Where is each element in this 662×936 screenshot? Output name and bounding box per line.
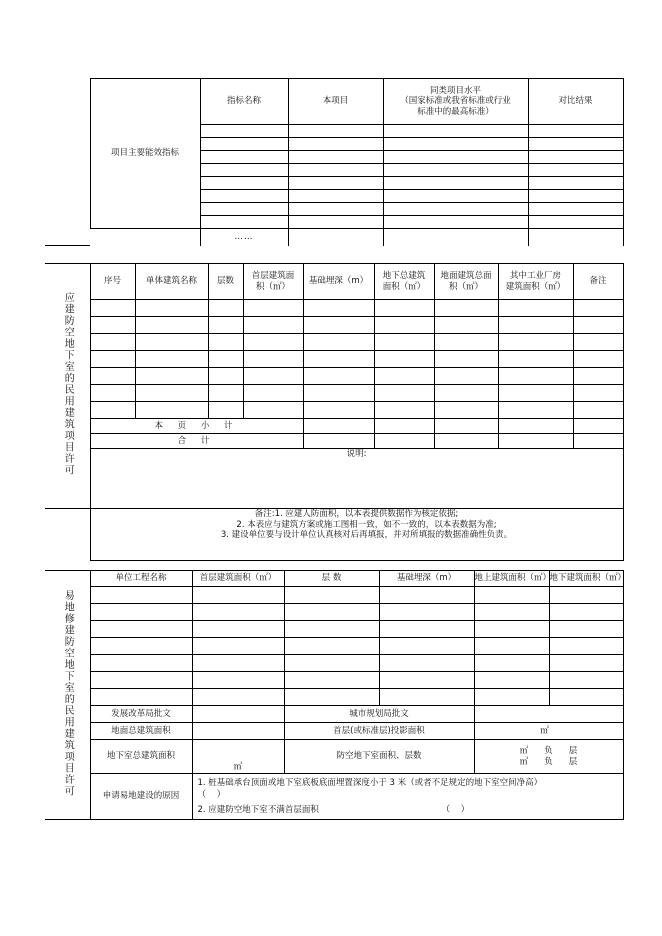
header-ground-floor-area: 首层建筑面积（㎡） xyxy=(192,571,284,587)
cell-remarks[interactable] xyxy=(573,402,623,419)
cell-ground-floor-area[interactable] xyxy=(243,402,303,419)
cell-seq[interactable] xyxy=(90,334,135,351)
cell-underground-total-subtotal[interactable] xyxy=(374,419,434,434)
cell-unit-project-name[interactable] xyxy=(90,638,192,655)
cell-seq[interactable] xyxy=(90,317,135,334)
cell-peer-level[interactable] xyxy=(383,125,528,138)
cell-floors[interactable] xyxy=(284,689,379,706)
cell-compare-result[interactable] xyxy=(528,229,623,246)
cell-surface-total-total[interactable] xyxy=(434,434,498,449)
header-underground-total-area xyxy=(374,264,434,300)
cell-floors[interactable] xyxy=(284,621,379,638)
cell-surface-total-area[interactable] xyxy=(434,368,498,385)
cell-indicator-name[interactable] xyxy=(200,164,288,177)
table-row xyxy=(45,351,623,368)
cell-foundation-depth-subtotal[interactable] xyxy=(303,419,374,434)
cell-ground-floor-area[interactable] xyxy=(192,672,284,689)
explanation-label: 说明: xyxy=(346,449,367,459)
cell-surface-total-area[interactable] xyxy=(434,402,498,419)
cell-floors[interactable] xyxy=(284,672,379,689)
ellipsis-cell: …… xyxy=(200,229,288,246)
cell-indicator-name[interactable] xyxy=(200,151,288,164)
cell-underground-total-area[interactable] xyxy=(374,317,434,334)
cell-unit-project-name[interactable] xyxy=(90,621,192,638)
label-relocation-reason: 申请易地建设的原因 xyxy=(90,774,192,820)
cell-foundation-depth[interactable] xyxy=(303,351,374,368)
section3-side-label-cell xyxy=(45,571,90,820)
table-row-header xyxy=(45,571,623,587)
cell-compare-result[interactable] xyxy=(528,203,623,216)
table-row-header xyxy=(45,79,623,125)
header-peer-level xyxy=(383,79,528,125)
header-foundation-depth: 基础埋深（m） xyxy=(379,571,474,587)
header-seq: 序号 xyxy=(90,264,135,300)
cell-unit-project-name[interactable] xyxy=(90,587,192,604)
cell-underground-total-total[interactable] xyxy=(374,434,434,449)
section1-bottom-left-filler xyxy=(90,229,200,246)
label-urban-planning-approval: 城市规划局批文 xyxy=(284,706,474,723)
basement-unit-label: ㎡ xyxy=(233,762,243,773)
unit-sq-1: ㎡ xyxy=(519,745,529,756)
cell-industrial-plant-area[interactable] xyxy=(498,385,573,402)
cell-above-ground-area[interactable] xyxy=(474,587,549,604)
cell-unit-project-name[interactable] xyxy=(90,604,192,621)
table-row xyxy=(45,334,623,351)
cell-peer-level[interactable] xyxy=(383,190,528,203)
table-row xyxy=(45,672,623,689)
section-relocated-air-defense-permit-table xyxy=(45,570,627,820)
cell-above-ground-area[interactable] xyxy=(474,689,549,706)
cell-ground-floor-area[interactable] xyxy=(243,368,303,385)
header-foundation-depth: 基础埋深（m） xyxy=(303,264,374,300)
cell-building-name[interactable] xyxy=(135,402,208,419)
cell-floors[interactable] xyxy=(208,402,243,419)
cell-dev-reform-approval-value[interactable] xyxy=(192,706,284,723)
cell-ground-floor-area[interactable] xyxy=(243,317,303,334)
cell-above-ground-area[interactable] xyxy=(474,672,549,689)
table-row xyxy=(45,317,623,334)
air-defense-line-2 xyxy=(475,757,623,768)
cell-industrial-plant-area[interactable] xyxy=(498,368,573,385)
cell-industrial-plant-area[interactable] xyxy=(498,402,573,419)
header-industrial-plant-line2: 建筑面积（㎡） xyxy=(505,281,566,292)
cell-compare-result[interactable] xyxy=(528,177,623,190)
cell-seq[interactable] xyxy=(90,385,135,402)
cell-remarks[interactable] xyxy=(573,351,623,368)
header-peer-level-line3: 标准中的最高标准） xyxy=(417,106,494,117)
cell-peer-level[interactable] xyxy=(383,151,528,164)
cell-floors[interactable] xyxy=(208,368,243,385)
section2-remarks-side-filler xyxy=(45,509,90,561)
cell-surface-total-area[interactable] xyxy=(434,385,498,402)
section-air-defense-permit-table xyxy=(45,263,624,561)
cell-building-name[interactable] xyxy=(135,300,208,317)
section3-side-label: 易地修建防空地下室的民用建筑项目许可 xyxy=(62,589,74,797)
cell-ground-floor-area[interactable] xyxy=(192,587,284,604)
cell-ground-floor-area[interactable] xyxy=(192,655,284,672)
header-unit-project-name: 单位工程名称 xyxy=(90,571,192,587)
cell-remarks-subtotal[interactable] xyxy=(573,419,623,434)
cell-seq[interactable] xyxy=(90,300,135,317)
cell-floors[interactable] xyxy=(284,587,379,604)
cell-foundation-depth[interactable] xyxy=(303,334,374,351)
cell-peer-level[interactable] xyxy=(383,164,528,177)
label-basement-total-area: 地下室总建筑面积 xyxy=(90,740,192,774)
remarks-item-2: 2. 本表应与建筑方案或施工图相一致，如不一致的，以本表数据为准; xyxy=(236,519,497,530)
table-row-header xyxy=(45,264,623,300)
table-row-dev-reform-approval xyxy=(45,706,623,723)
cell-above-ground-area[interactable] xyxy=(474,621,549,638)
header-building-name: 单体建筑名称 xyxy=(135,264,208,300)
cell-underground-total-area[interactable] xyxy=(374,402,434,419)
cell-unit-project-name[interactable] xyxy=(90,689,192,706)
header-floors: 层 数 xyxy=(284,571,379,587)
cell-first-floor-projection-value[interactable] xyxy=(474,723,623,740)
cell-building-name[interactable] xyxy=(135,334,208,351)
cell-underground-area[interactable] xyxy=(549,621,623,638)
cell-underground-area[interactable] xyxy=(549,587,623,604)
cell-foundation-depth[interactable] xyxy=(379,587,474,604)
cell-this-project[interactable] xyxy=(288,151,383,164)
cell-underground-area[interactable] xyxy=(549,689,623,706)
cell-above-ground-area[interactable] xyxy=(474,655,549,672)
cell-ground-floor-area[interactable] xyxy=(243,334,303,351)
cell-industrial-plant-area[interactable] xyxy=(498,300,573,317)
cell-compare-result[interactable] xyxy=(528,216,623,229)
header-industrial-plant-line1: 其中工业厂房 xyxy=(509,270,561,281)
cell-floors[interactable] xyxy=(284,638,379,655)
cell-underground-area[interactable] xyxy=(549,604,623,621)
section2-side-label-cell xyxy=(45,264,90,509)
cell-floors[interactable] xyxy=(208,385,243,402)
table-row xyxy=(45,402,623,419)
minus-label-2: 负 xyxy=(544,756,553,767)
cell-indicator-name[interactable] xyxy=(200,190,288,203)
cell-basement-total-area-value[interactable] xyxy=(192,740,284,774)
reason-option-2-row xyxy=(196,804,620,817)
cell-peer-level[interactable] xyxy=(383,138,528,151)
cell-remarks[interactable] xyxy=(573,317,623,334)
cell-floors[interactable] xyxy=(284,655,379,672)
cell-foundation-depth[interactable] xyxy=(379,672,474,689)
cell-underground-total-area[interactable] xyxy=(374,300,434,317)
header-surface-total-line2: 积（㎡） xyxy=(448,281,483,292)
header-peer-level-line2: （国家标准或我省标准或行业 xyxy=(400,96,511,107)
cell-industrial-plant-subtotal[interactable] xyxy=(498,419,573,434)
cell-seq[interactable] xyxy=(90,368,135,385)
cell-floors[interactable] xyxy=(284,604,379,621)
cell-industrial-plant-area[interactable] xyxy=(498,351,573,368)
cell-ground-floor-area[interactable] xyxy=(192,689,284,706)
projection-unit-label: ㎡ xyxy=(540,725,549,736)
cell-underground-total-area[interactable] xyxy=(374,351,434,368)
cell-foundation-depth[interactable] xyxy=(303,300,374,317)
table-row xyxy=(45,385,623,402)
remarks-item-3: 3. 建设单位要与设计单位认真核对后再填报，并对所填报的数据准确性负责。 xyxy=(220,530,513,541)
cell-underground-area[interactable] xyxy=(549,672,623,689)
cell-ground-floor-area[interactable] xyxy=(192,604,284,621)
table-row xyxy=(45,621,623,638)
table-row xyxy=(45,655,623,672)
label-dev-reform-approval: 发展改革局批文 xyxy=(90,706,192,723)
cell-peer-level[interactable] xyxy=(383,203,528,216)
label-air-defense-area-floors: 防空地下室面积、层数 xyxy=(284,740,474,774)
cell-ground-floor-area[interactable] xyxy=(243,385,303,402)
cell-surface-total-area[interactable] xyxy=(434,300,498,317)
cell-underground-area[interactable] xyxy=(549,655,623,672)
cell-foundation-depth[interactable] xyxy=(303,385,374,402)
cell-remarks[interactable] xyxy=(573,334,623,351)
cell-unit-project-name[interactable] xyxy=(90,655,192,672)
cell-indicator-name[interactable] xyxy=(200,203,288,216)
table-row xyxy=(45,604,623,621)
table-row-basement-total-area xyxy=(45,740,623,774)
cell-this-project[interactable] xyxy=(288,164,383,177)
cell-compare-result[interactable] xyxy=(528,151,623,164)
header-surface-total-line1: 地面建筑总面 xyxy=(440,270,492,281)
cell-compare-result[interactable] xyxy=(528,125,623,138)
cell-peer-level[interactable] xyxy=(383,229,528,246)
cell-building-name[interactable] xyxy=(135,351,208,368)
table-row-grand-total xyxy=(45,434,623,449)
cell-underground-total-area[interactable] xyxy=(374,368,434,385)
reason-option-1: 1. 桩基础承台顶面或地下室底板底面埋置深度小于 3 米（或者不足规定的地下室空间净高） xyxy=(197,777,543,788)
cell-surface-total-subtotal[interactable] xyxy=(434,419,498,434)
header-industrial-plant-area xyxy=(498,264,573,300)
cell-peer-level[interactable] xyxy=(383,177,528,190)
cell-floors[interactable] xyxy=(208,334,243,351)
cell-surface-total-area[interactable] xyxy=(434,334,498,351)
cell-building-name[interactable] xyxy=(135,368,208,385)
cell-indicator-name[interactable] xyxy=(200,216,288,229)
cell-urban-planning-approval-value[interactable] xyxy=(474,706,623,723)
table-row-surface-total-area xyxy=(45,723,623,740)
cell-this-project[interactable] xyxy=(288,203,383,216)
cell-underground-total-area[interactable] xyxy=(374,385,434,402)
label-surface-total-area: 地面总建筑面积 xyxy=(90,723,192,740)
table-row xyxy=(45,300,623,317)
cell-foundation-depth-total[interactable] xyxy=(303,434,374,449)
cell-remarks[interactable] xyxy=(573,300,623,317)
table-row-ellipsis xyxy=(45,229,623,246)
cell-ground-floor-area[interactable] xyxy=(243,300,303,317)
cell-indicator-name[interactable] xyxy=(200,177,288,190)
unit-sq-2: ㎡ xyxy=(519,756,529,767)
table-row xyxy=(45,689,623,706)
reason-option-2-checkbox[interactable]: （ ） xyxy=(441,804,474,815)
reason-option-2: 2. 应建防空地下室不满首层面积 xyxy=(197,804,319,815)
cell-building-name[interactable] xyxy=(135,317,208,334)
cell-floors[interactable] xyxy=(208,300,243,317)
cell-this-project[interactable] xyxy=(288,229,383,246)
cell-relocation-reason-options xyxy=(192,774,623,820)
cell-foundation-depth[interactable] xyxy=(379,689,474,706)
cell-floors[interactable] xyxy=(208,351,243,368)
header-ground-floor-area xyxy=(243,264,303,300)
cell-peer-level[interactable] xyxy=(383,216,528,229)
explanation-cell[interactable] xyxy=(90,449,623,509)
cell-compare-result[interactable] xyxy=(528,190,623,203)
remarks-title: 备注: xyxy=(254,509,275,519)
header-underground-total-line1: 地下总建筑 xyxy=(382,270,426,281)
floor-label-2: 层 xyxy=(568,756,578,767)
header-ground-floor-area-line1: 首层建筑面 xyxy=(251,270,295,281)
table-row-explanation xyxy=(45,449,623,509)
cell-this-project[interactable] xyxy=(288,125,383,138)
cell-underground-area[interactable] xyxy=(549,638,623,655)
cell-indicator-name[interactable] xyxy=(200,125,288,138)
page-subtotal-label: 本 页 小 计 xyxy=(90,419,303,434)
cell-foundation-depth[interactable] xyxy=(379,621,474,638)
section2-side-label: 应建防空地下室的民用建筑项目许可 xyxy=(62,292,74,477)
header-ground-floor-area-line2: 积（㎡） xyxy=(255,281,290,292)
header-this-project: 本项目 xyxy=(288,79,383,125)
floor-label-1: 层 xyxy=(568,745,578,756)
cell-surface-total-area[interactable] xyxy=(434,351,498,368)
cell-seq[interactable] xyxy=(90,351,135,368)
table-row xyxy=(45,368,623,385)
air-defense-line-1 xyxy=(475,746,623,757)
cell-underground-total-area[interactable] xyxy=(374,334,434,351)
cell-this-project[interactable] xyxy=(288,216,383,229)
table-row-page-subtotal xyxy=(45,419,623,434)
table-row-relocation-reason xyxy=(45,774,623,820)
grand-total-label: 合 计 xyxy=(90,434,303,449)
cell-compare-result[interactable] xyxy=(528,164,623,177)
cell-this-project[interactable] xyxy=(288,177,383,190)
reason-option-1-checkbox[interactable]: （ ） xyxy=(197,790,230,801)
cell-industrial-plant-total[interactable] xyxy=(498,434,573,449)
header-underground-area: 地下建筑面积（㎡） xyxy=(549,571,623,587)
cell-foundation-depth[interactable] xyxy=(379,655,474,672)
cell-surface-total-area[interactable] xyxy=(434,317,498,334)
minus-label-1: 负 xyxy=(544,745,553,756)
section1-row-label: 项目主要能效指标 xyxy=(90,79,200,229)
cell-compare-result[interactable] xyxy=(528,138,623,151)
header-peer-level-line1: 同类项目水平 xyxy=(429,85,481,96)
cell-air-defense-area-floors-value[interactable] xyxy=(474,740,623,774)
remarks-item-1 xyxy=(91,509,623,520)
header-above-ground-area: 地上建筑面积（㎡） xyxy=(474,571,549,587)
header-indicator-name: 指标名称 xyxy=(200,79,288,125)
cell-floors[interactable] xyxy=(208,317,243,334)
section-energy-indicators-table xyxy=(45,78,624,246)
header-underground-total-line2: 面积（㎡） xyxy=(382,281,426,292)
table-row-remarks xyxy=(45,509,623,561)
table-row xyxy=(45,587,623,604)
label-first-floor-projection: 首层(或标准层)投影面积 xyxy=(284,723,474,740)
cell-foundation-depth[interactable] xyxy=(303,402,374,419)
header-floors: 层数 xyxy=(208,264,243,300)
cell-above-ground-area[interactable] xyxy=(474,638,549,655)
remarks-item-1-text: 1. 应建人防面积，以本表提供数据作为核定依据; xyxy=(274,509,459,519)
cell-above-ground-area[interactable] xyxy=(474,604,549,621)
cell-industrial-plant-area[interactable] xyxy=(498,334,573,351)
cell-ground-floor-area[interactable] xyxy=(192,638,284,655)
header-surface-total-area xyxy=(434,264,498,300)
cell-unit-project-name[interactable] xyxy=(90,672,192,689)
cell-foundation-depth[interactable] xyxy=(303,368,374,385)
cell-remarks[interactable] xyxy=(573,368,623,385)
cell-ground-floor-area[interactable] xyxy=(243,351,303,368)
cell-indicator-name[interactable] xyxy=(200,138,288,151)
cell-surface-total-area-value[interactable] xyxy=(192,723,284,740)
header-compare-result: 对比结果 xyxy=(528,79,623,125)
table-row xyxy=(45,638,623,655)
cell-building-name[interactable] xyxy=(135,385,208,402)
header-remarks: 备注 xyxy=(573,264,623,300)
cell-this-project[interactable] xyxy=(288,190,383,203)
section1-side-label-cell xyxy=(45,79,90,246)
cell-this-project[interactable] xyxy=(288,138,383,151)
cell-remarks-total[interactable] xyxy=(573,434,623,449)
cell-foundation-depth[interactable] xyxy=(303,317,374,334)
cell-seq[interactable] xyxy=(90,402,135,419)
cell-foundation-depth[interactable] xyxy=(379,604,474,621)
cell-industrial-plant-area[interactable] xyxy=(498,317,573,334)
cell-ground-floor-area[interactable] xyxy=(192,621,284,638)
remarks-cell xyxy=(90,509,623,561)
cell-foundation-depth[interactable] xyxy=(379,638,474,655)
cell-remarks[interactable] xyxy=(573,385,623,402)
